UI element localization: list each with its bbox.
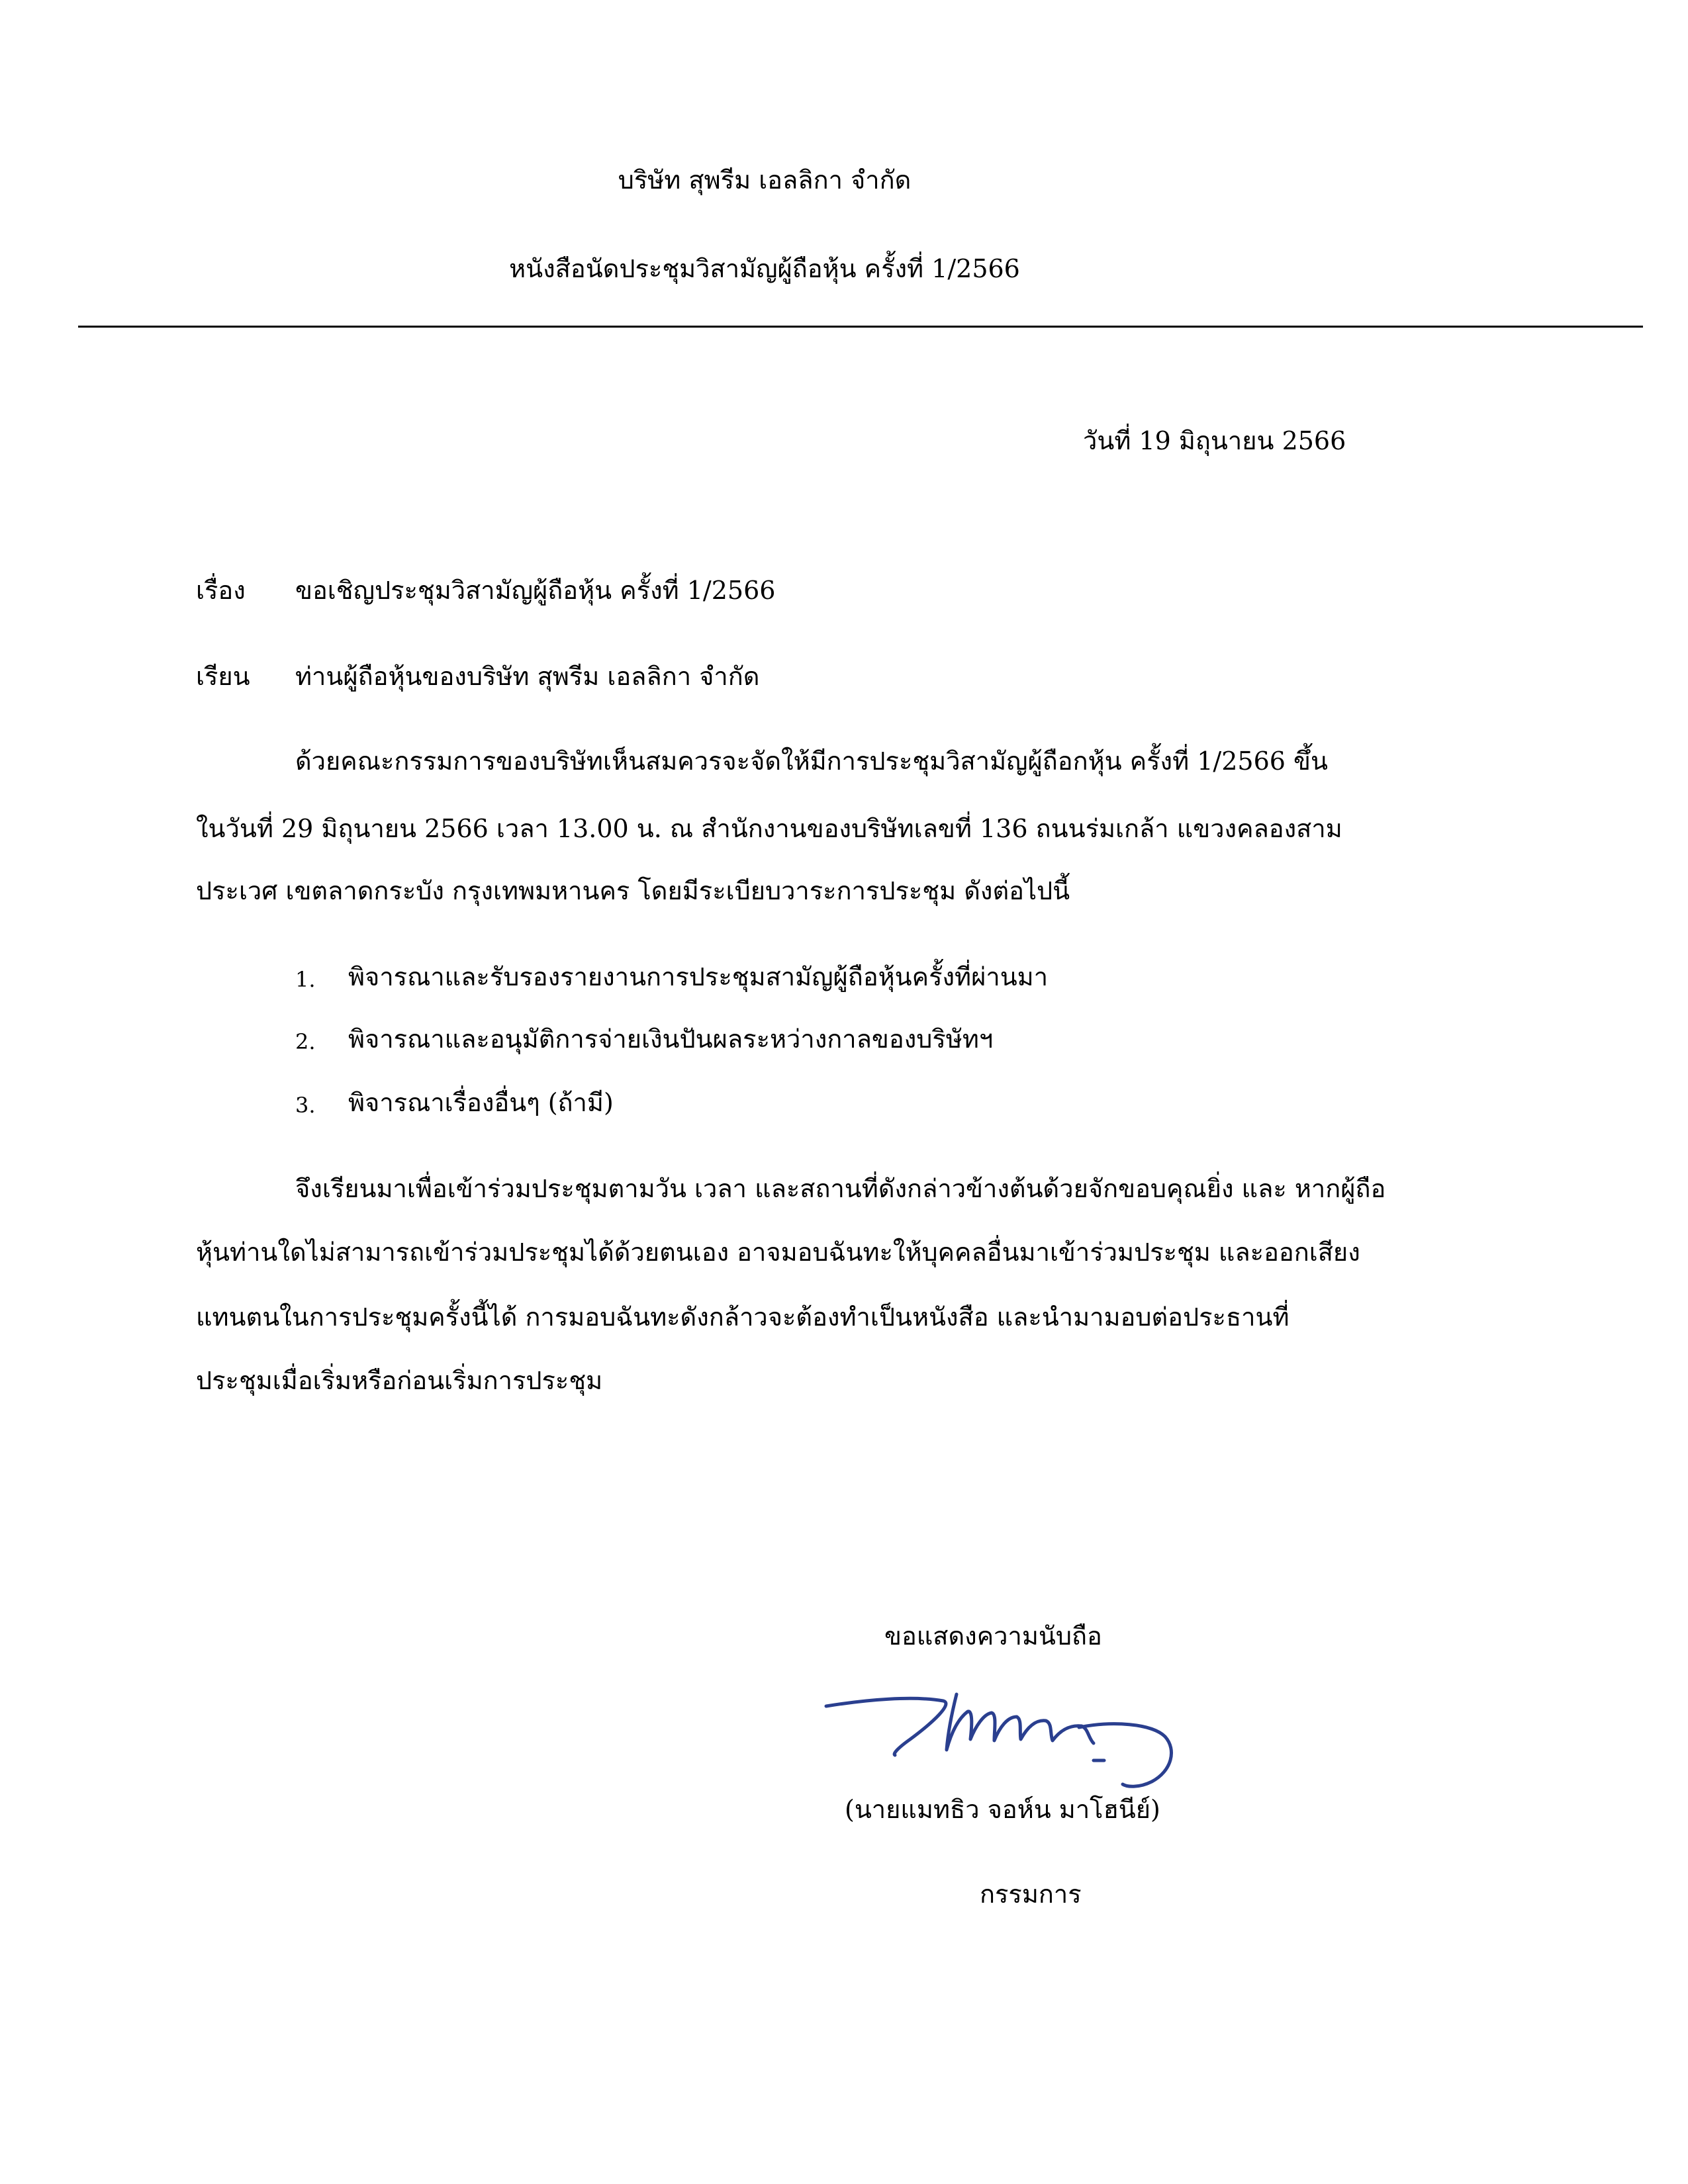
agenda-number-1: 1. bbox=[295, 967, 316, 992]
agenda-number-2: 2. bbox=[295, 1029, 316, 1054]
subject-text: ขอเชิญประชุมวิสามัญผู้ถือหุ้น ครั้งที่ 1/2566 bbox=[295, 576, 776, 605]
agenda-item-3: พิจารณาเรื่องอื่นๆ (ถ้ามี) bbox=[348, 1088, 614, 1117]
company-name: บริษัท สุพรีม เอลลิกา จำกัด bbox=[618, 165, 912, 195]
header-divider bbox=[78, 326, 1643, 328]
intro-line-1: ด้วยคณะกรรมการของบริษัทเห็นสมควรจะจัดให้มีการประชุมวิสามัญผู้ถือกหุ้น ครั้งที่ 1/2566 ขึ้น bbox=[295, 747, 1328, 776]
closing-line-2: หุ้นท่านใดไม่สามารถเข้าร่วมประชุมได้ด้วยตนเอง อาจมอบฉันทะให้บุคคลอื่นมาเข้าร่วมประชุม และออกเสียง bbox=[196, 1238, 1360, 1267]
subject-label: เรื่อง bbox=[196, 576, 246, 605]
agenda-item-2: พิจารณาและอนุมัติการจ่ายเงินปันผลระหว่างกาลของบริษัทฯ bbox=[348, 1024, 994, 1054]
agenda-number-3: 3. bbox=[295, 1093, 316, 1118]
intro-line-3: ประเวศ เขตลาดกระบัง กรุงเทพมหานคร โดยมีระเบียบวาระการประชุม ดังต่อไปนี้ bbox=[196, 876, 1070, 905]
recipient-label: เรียน bbox=[196, 662, 250, 691]
handwritten-signature bbox=[821, 1681, 1178, 1800]
intro-line-2: ในวันที่ 29 มิถุนายน 2566 เวลา 13.00 น. ณ สำนักงานของบริษัทเลขที่ 136 ถนนร่มเกล้า แขวงคลองสาม bbox=[196, 814, 1342, 843]
agenda-item-1: พิจารณาและรับรองรายงานการประชุมสามัญผู้ถือหุ้นครั้งที่ผ่านมา bbox=[348, 962, 1049, 991]
closing-line-3: แทนตนในการประชุมครั้งนี้ได้ การมอบฉันทะดังกล้าวจะต้องทำเป็นหนังสือ และนำมามอบต่อประธานที่ bbox=[196, 1302, 1289, 1332]
letter-date: วันที่ 19 มิถุนายน 2566 bbox=[1083, 426, 1346, 455]
closing-line-1: จึงเรียนมาเพื่อเข้าร่วมประชุมตามวัน เวลา และสถานที่ดังกล่าวข้างต้นด้วยจักขอบคุณยิ่ง และ หากผู้ถือ bbox=[295, 1174, 1386, 1203]
document-title: หนังสือนัดประชุมวิสามัญผู้ถือหุ้น ครั้งที่ 1/2566 bbox=[509, 254, 1020, 283]
recipient-text: ท่านผู้ถือหุ้นของบริษัท สุพรีม เอลลิกา จำกัด bbox=[295, 662, 760, 691]
signatory-name: (นายแมทธิว จอห์น มาโฮนีย์) bbox=[845, 1795, 1160, 1824]
closing-salutation: ขอแสดงความนับถือ bbox=[884, 1621, 1102, 1651]
closing-line-4: ประชุมเมื่อเริ่มหรือก่อนเริ่มการประชุม bbox=[196, 1366, 603, 1395]
signatory-position: กรรมการ bbox=[980, 1880, 1082, 1909]
